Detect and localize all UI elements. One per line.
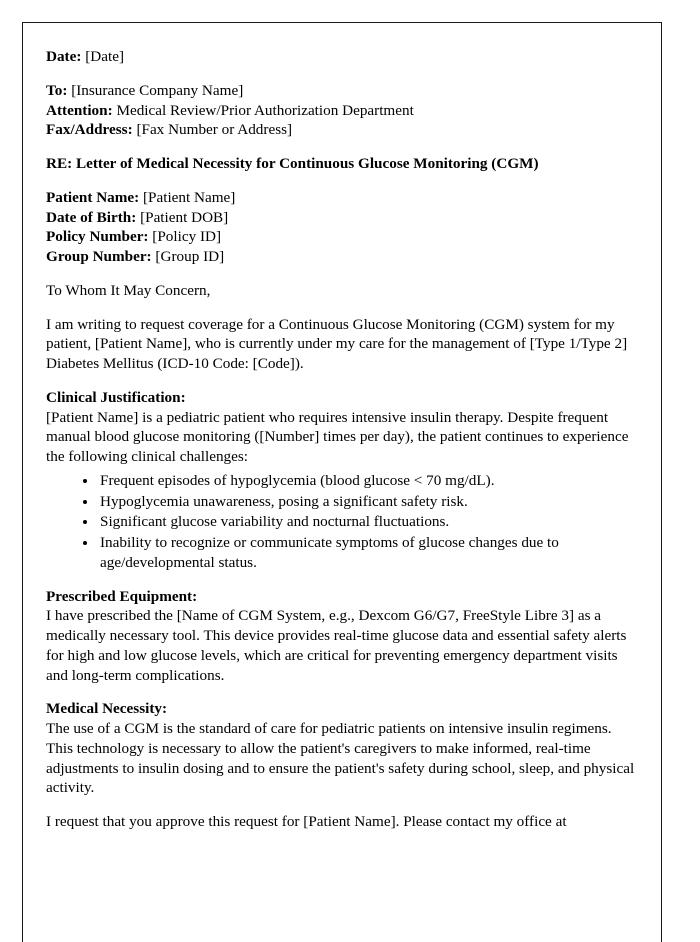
fax-address-value: [Fax Number or Address] — [136, 121, 293, 139]
medical-necessity-heading: Medical Necessity: — [46, 700, 168, 718]
fax-address-line — [46, 120, 635, 140]
to-label: To: — [46, 81, 68, 99]
group-number-line — [46, 247, 635, 267]
clinical-justification-block — [46, 388, 635, 467]
group-number-label: Group Number: — [46, 248, 152, 265]
subject-line: RE: Letter of Medical Necessity for Continuous Glucose Monitoring (CGM) — [46, 155, 539, 172]
to-line — [46, 81, 635, 101]
attention-value: Medical Review/Prior Authorization Department — [116, 101, 414, 119]
patient-dob-label: Date of Birth: — [46, 208, 137, 226]
recipient-block — [46, 81, 635, 140]
policy-number-value: [Policy ID] — [152, 228, 222, 246]
intro-paragraph: I am writing to request coverage for a Continuous Glucose Monitoring (CGM) system for my patient, [Patient Name], who is currently under my care for the management of [Type 1/Type 2] Diabetes Mellitus (ICD-10 Code: [Code]). — [46, 315, 628, 372]
clinical-challenges-list — [46, 471, 635, 573]
medical-necessity-block — [46, 699, 635, 798]
date-block — [46, 47, 635, 67]
prescribed-equipment-block — [46, 587, 635, 686]
fax-address-label: Fax/Address: — [46, 121, 133, 139]
list-item: • Hypoglycemia unawareness, posing a significant safety risk. — [98, 492, 635, 512]
patient-name-label: Patient Name: — [46, 188, 140, 206]
document-page — [22, 22, 662, 942]
patient-info-block — [46, 188, 635, 267]
clinical-justification-heading: Clinical Justification: — [46, 388, 186, 406]
list-item: • Inability to recognize or communicate symptoms of glucose changes due to age/developmental status. — [98, 533, 635, 573]
patient-dob-line — [46, 208, 635, 228]
clinical-justification-body: [Patient Name] is a pediatric patient who requires intensive insulin therapy. Despite frequent manual blood glucose monitoring ([Number] times per day), the patient continues to experience the following clinical challenges: — [46, 408, 629, 465]
attention-line — [46, 101, 635, 121]
date-value: [Date] — [85, 48, 125, 65]
list-item: • Significant glucose variability and nocturnal fluctuations. — [98, 512, 635, 532]
prescribed-equipment-body: I have prescribed the [Name of CGM System, e.g., Dexcom G6/G7, FreeStyle Libre 3] as a medically necessary tool. This device provides real-time glucose data and essential safety alerts for high and low glucose levels, which are critical for preventing emergency department visits and long-term complications. — [46, 607, 627, 684]
patient-name-line — [46, 188, 635, 208]
patient-name-value: [Patient Name] — [143, 188, 236, 206]
to-value: [Insurance Company Name] — [71, 81, 244, 99]
list-item: • Frequent episodes of hypoglycemia (blood glucose < 70 mg/dL). — [98, 471, 635, 491]
subject-block — [46, 154, 635, 174]
patient-dob-value: [Patient DOB] — [140, 208, 229, 226]
prescribed-equipment-heading: Prescribed Equipment: — [46, 587, 198, 605]
policy-number-line — [46, 227, 635, 247]
salutation: To Whom It May Concern, — [46, 281, 211, 299]
date-line — [46, 47, 635, 67]
medical-necessity-body: The use of a CGM is the standard of care for pediatric patients on intensive insulin regimens. This technology is necessary to allow the patient's caregivers to make informed, real-time adjustments to insulin dosing and to ensure the patient's safety during school, sleep, and physical activity. — [46, 720, 635, 797]
document-content — [23, 23, 661, 832]
group-number-value: [Group ID] — [155, 248, 225, 265]
policy-number-label: Policy Number: — [46, 228, 149, 246]
closing-paragraph: I request that you approve this request for [Patient Name]. Please contact my office at — [46, 813, 567, 830]
date-label: Date: — [46, 48, 82, 65]
attention-label: Attention: — [46, 101, 113, 119]
